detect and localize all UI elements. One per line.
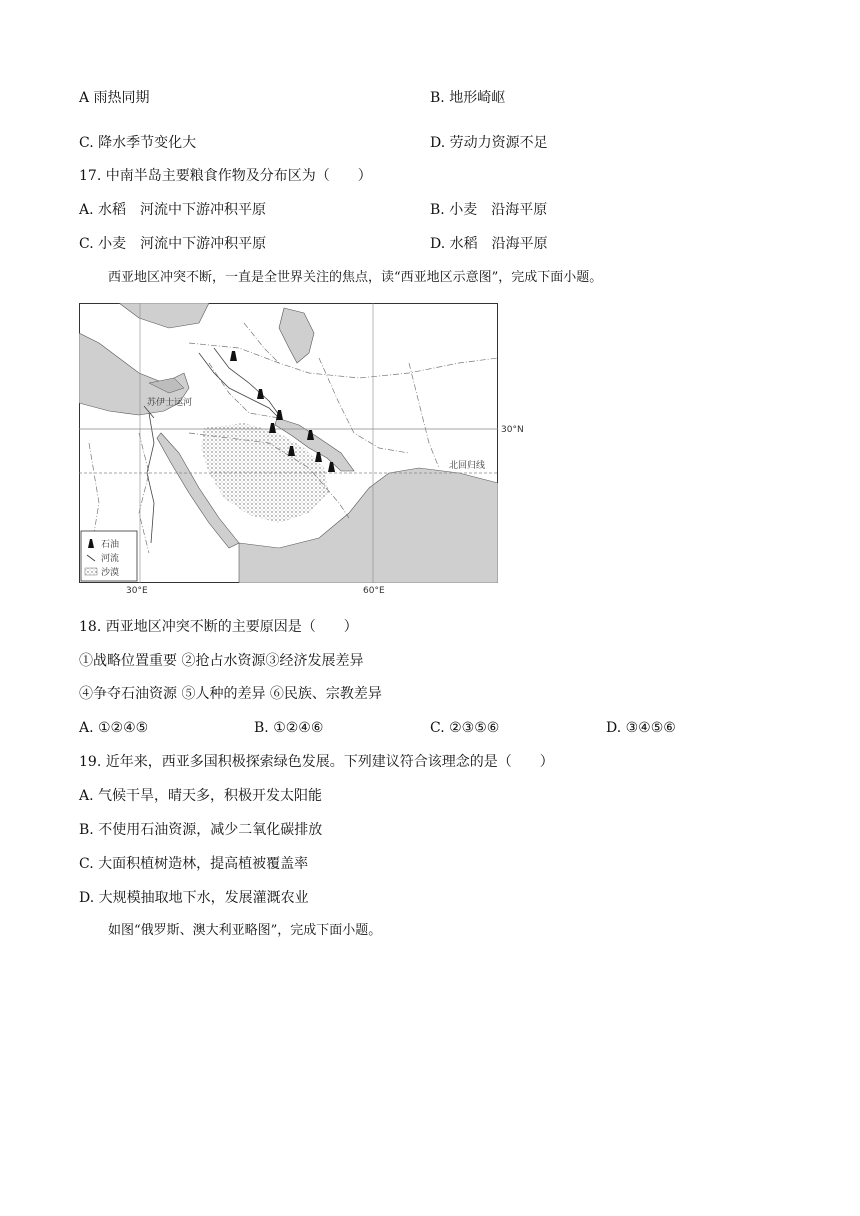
intro-russia-australia: 如图“俄罗斯、澳大利亚略图”，完成下面小题。 xyxy=(108,923,382,938)
intro-west-asia: 西亚地区冲突不断，一直是全世界关注的焦点，读“西亚地区示意图”，完成下面小题。 xyxy=(108,270,603,285)
q18-option-c: C. ②③⑤⑥ xyxy=(430,720,500,736)
q16-option-c: C. 降水季节变化大 xyxy=(79,135,197,151)
q18-option-a: A. ①②④⑤ xyxy=(79,720,149,736)
q18-stem: 18. 西亚地区冲突不断的主要原因是（ ） xyxy=(79,619,358,635)
q18-line1: ①战略位置重要 ②抢占水资源③经济发展差异 xyxy=(79,653,364,669)
q18-line2: ④争夺石油资源 ⑤人种的差异 ⑥民族、宗教差异 xyxy=(79,686,382,702)
q18-option-d: D. ③④⑤⑥ xyxy=(606,720,676,736)
q17-option-b: B. 小麦 沿海平原 xyxy=(430,202,548,218)
q19-option-b: B. 不使用石油资源，减少二氧化碳排放 xyxy=(79,822,323,838)
q16-option-b: B. 地形崎岖 xyxy=(430,90,506,106)
q17-stem: 17. 中南半岛主要粮食作物及分布区为（ ） xyxy=(79,168,372,184)
legend-river-label: 河流 xyxy=(101,554,120,564)
q19-option-c: C. 大面积植树造林，提高植被覆盖率 xyxy=(79,856,309,872)
q16-option-a: A 雨热同期 xyxy=(79,90,150,106)
q17-option-a: A. 水稻 河流中下游冲积平原 xyxy=(79,202,267,218)
lon-60-label: 60°E xyxy=(363,586,385,596)
q17-option-c: C. 小麦 河流中下游冲积平原 xyxy=(79,236,267,252)
q16-option-d: D. 劳动力资源不足 xyxy=(430,135,548,151)
west-asia-map xyxy=(79,303,498,583)
q19-option-a: A. 气候干旱，晴天多，积极开发太阳能 xyxy=(79,788,323,804)
legend-desert-label: 沙漠 xyxy=(101,568,120,578)
q17-option-d: D. 水稻 沿海平原 xyxy=(430,236,548,252)
suez-canal-label: 苏伊士运河 xyxy=(147,398,193,408)
q18-option-b: B. ①②④⑥ xyxy=(254,720,324,736)
legend-desert-icon xyxy=(85,568,97,575)
q19-option-d: D. 大规模抽取地下水，发展灌溉农业 xyxy=(79,890,309,906)
q19-stem: 19. 近年来，西亚多国积极探索绿色发展。下列建议符合该理念的是（ ） xyxy=(79,754,554,770)
lon-30-label: 30°E xyxy=(126,586,148,596)
legend-oil-label: 石油 xyxy=(101,540,120,550)
tropic-label: 北回归线 xyxy=(449,461,486,471)
lat-30-label: 30°N xyxy=(501,425,524,435)
